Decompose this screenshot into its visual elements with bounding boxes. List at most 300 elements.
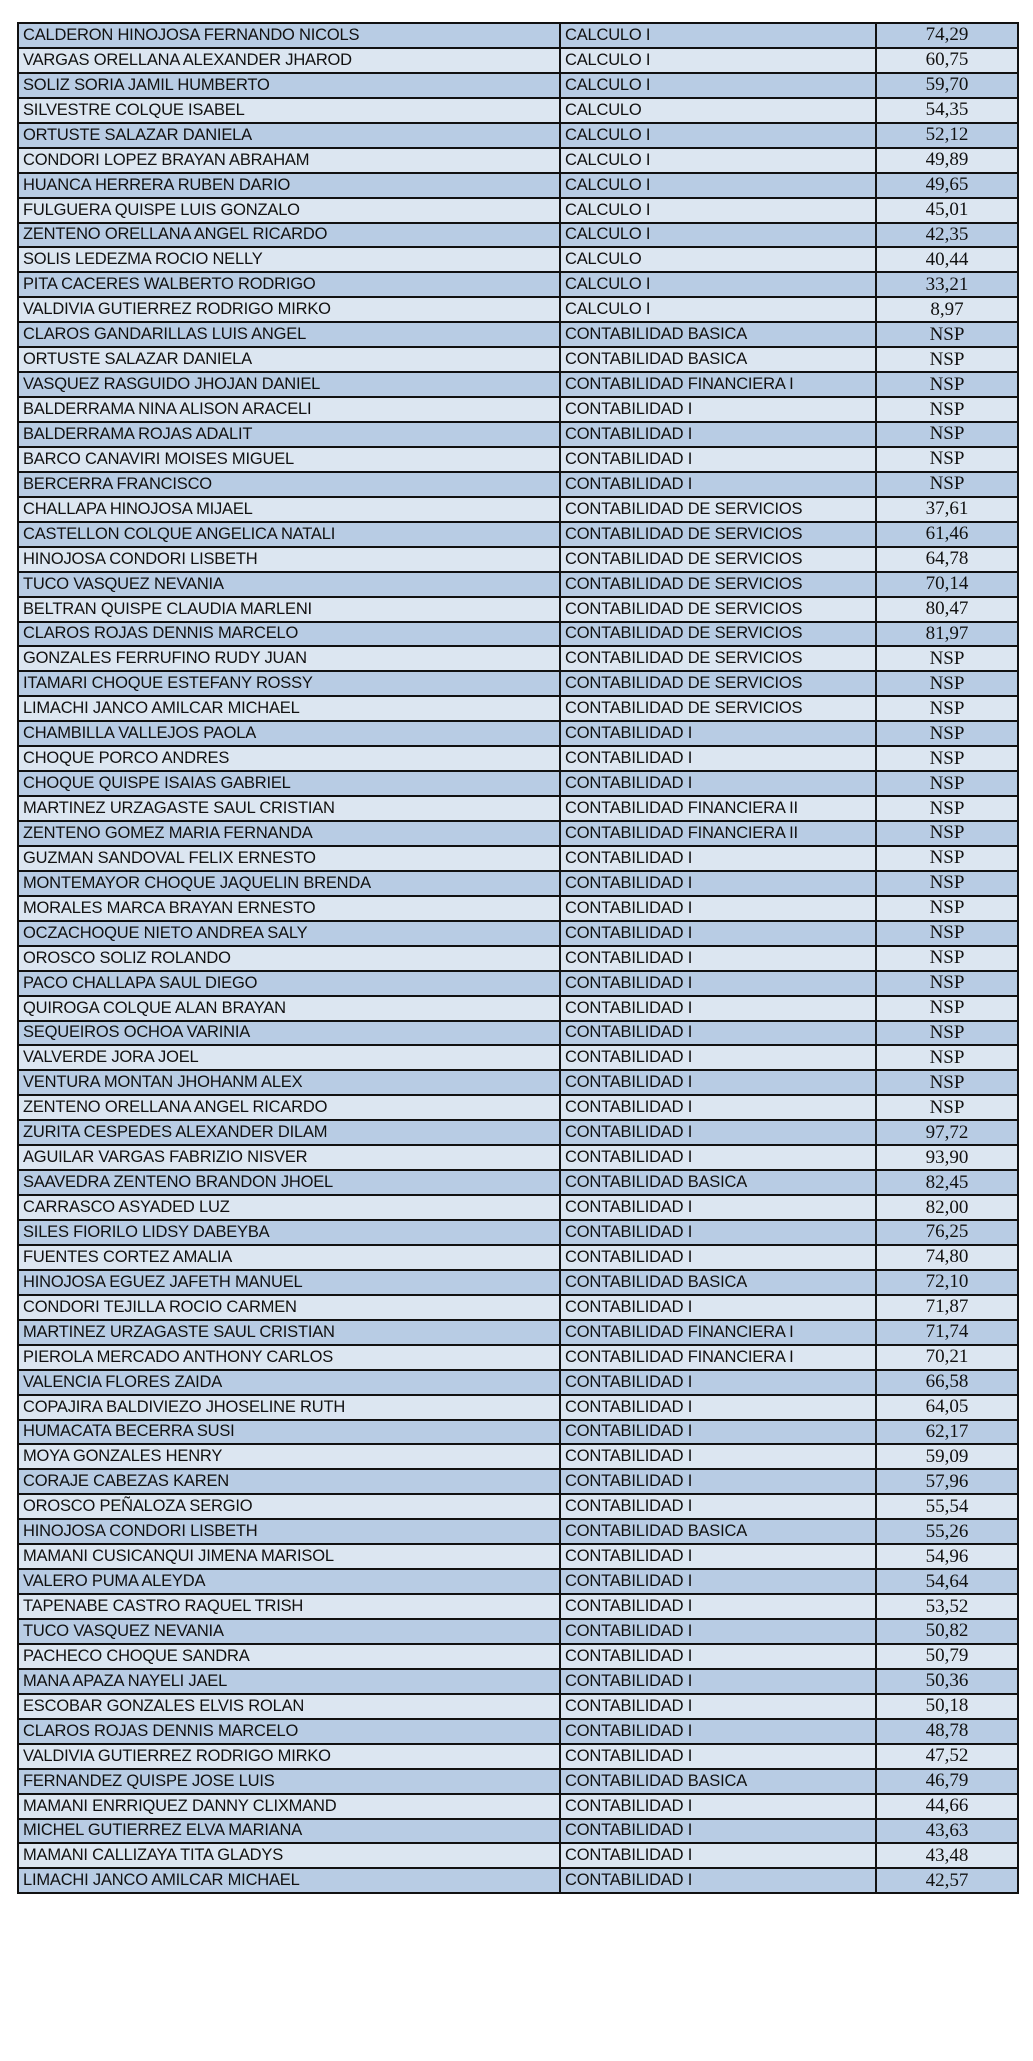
grade-cell: 44,66: [876, 1794, 1018, 1819]
table-row: [18, 846, 1018, 871]
table-row: [18, 1444, 1018, 1469]
table-row: [18, 522, 1018, 547]
subject-cell: CALCULO: [560, 247, 876, 272]
grade-cell: 76,25: [876, 1220, 1018, 1245]
table-row: [18, 1195, 1018, 1220]
student-name-cell: TUCO VASQUEZ NEVANIA: [18, 572, 560, 597]
table-row: [18, 422, 1018, 447]
subject-cell: CONTABILIDAD I: [560, 721, 876, 746]
subject-cell: CONTABILIDAD BASICA: [560, 322, 876, 347]
table-row: [18, 622, 1018, 647]
student-name-cell: MICHEL GUTIERREZ ELVA MARIANA: [18, 1819, 560, 1844]
table-row: [18, 547, 1018, 572]
subject-cell: CONTABILIDAD I: [560, 1095, 876, 1120]
grade-cell: NSP: [876, 1045, 1018, 1070]
grade-cell: 80,47: [876, 597, 1018, 622]
table-row: [18, 796, 1018, 821]
table-row: [18, 372, 1018, 397]
table-row: [18, 1744, 1018, 1769]
table-row: [18, 247, 1018, 272]
grade-cell: 60,75: [876, 48, 1018, 73]
student-name-cell: OROSCO SOLIZ ROLANDO: [18, 946, 560, 971]
grade-cell: 59,09: [876, 1444, 1018, 1469]
table-row: [18, 646, 1018, 671]
table-row: [18, 1270, 1018, 1295]
student-name-cell: OCZACHOQUE NIETO ANDREA SALY: [18, 921, 560, 946]
subject-cell: CALCULO I: [560, 23, 876, 48]
subject-cell: CONTABILIDAD I: [560, 946, 876, 971]
grade-cell: 74,29: [876, 23, 1018, 48]
grade-cell: 43,63: [876, 1819, 1018, 1844]
subject-cell: CONTABILIDAD DE SERVICIOS: [560, 572, 876, 597]
grade-cell: NSP: [876, 1021, 1018, 1046]
subject-cell: CONTABILIDAD I: [560, 1444, 876, 1469]
student-name-cell: MOYA GONZALES HENRY: [18, 1444, 560, 1469]
grade-cell: 70,14: [876, 572, 1018, 597]
subject-cell: CONTABILIDAD I: [560, 1719, 876, 1744]
table-row: [18, 347, 1018, 372]
student-name-cell: ITAMARI CHOQUE ESTEFANY ROSSY: [18, 671, 560, 696]
table-row: [18, 1170, 1018, 1195]
subject-cell: CALCULO I: [560, 123, 876, 148]
grade-cell: 46,79: [876, 1769, 1018, 1794]
table-row: [18, 272, 1018, 297]
student-name-cell: CHOQUE QUISPE ISAIAS GABRIEL: [18, 771, 560, 796]
subject-cell: CONTABILIDAD DE SERVICIOS: [560, 696, 876, 721]
student-name-cell: MONTEMAYOR CHOQUE JAQUELIN BRENDA: [18, 871, 560, 896]
subject-cell: CALCULO I: [560, 198, 876, 223]
student-name-cell: CALDERON HINOJOSA FERNANDO NICOLS: [18, 23, 560, 48]
grade-cell: NSP: [876, 422, 1018, 447]
grade-cell: 54,64: [876, 1569, 1018, 1594]
student-name-cell: VALDIVIA GUTIERREZ RODRIGO MIRKO: [18, 297, 560, 322]
subject-cell: CONTABILIDAD FINANCIERA II: [560, 796, 876, 821]
table-row: [18, 1619, 1018, 1644]
table-row: [18, 1320, 1018, 1345]
table-row: [18, 297, 1018, 322]
grade-cell: 97,72: [876, 1120, 1018, 1145]
grade-cell: 82,00: [876, 1195, 1018, 1220]
subject-cell: CONTABILIDAD I: [560, 1569, 876, 1594]
student-name-cell: COPAJIRA BALDIVIEZO JHOSELINE RUTH: [18, 1395, 560, 1420]
grade-cell: 81,97: [876, 622, 1018, 647]
subject-cell: CONTABILIDAD I: [560, 1794, 876, 1819]
student-name-cell: VALVERDE JORA JOEL: [18, 1045, 560, 1070]
student-name-cell: TUCO VASQUEZ NEVANIA: [18, 1619, 560, 1644]
grade-cell: NSP: [876, 696, 1018, 721]
student-name-cell: MARTINEZ URZAGASTE SAUL CRISTIAN: [18, 1320, 560, 1345]
table-row: [18, 322, 1018, 347]
subject-cell: CONTABILIDAD I: [560, 1245, 876, 1270]
grade-cell: 71,74: [876, 1320, 1018, 1345]
grade-cell: NSP: [876, 796, 1018, 821]
student-name-cell: GUZMAN SANDOVAL FELIX ERNESTO: [18, 846, 560, 871]
subject-cell: CONTABILIDAD I: [560, 871, 876, 896]
subject-cell: CONTABILIDAD I: [560, 1120, 876, 1145]
student-name-cell: CONDORI LOPEZ BRAYAN ABRAHAM: [18, 148, 560, 173]
student-name-cell: FUENTES CORTEZ AMALIA: [18, 1245, 560, 1270]
grade-cell: NSP: [876, 472, 1018, 497]
grade-cell: 70,21: [876, 1345, 1018, 1370]
student-name-cell: TAPENABE CASTRO RAQUEL TRISH: [18, 1594, 560, 1619]
student-name-cell: CLAROS ROJAS DENNIS MARCELO: [18, 1719, 560, 1744]
subject-cell: CONTABILIDAD DE SERVICIOS: [560, 671, 876, 696]
table-row: [18, 98, 1018, 123]
subject-cell: CONTABILIDAD I: [560, 921, 876, 946]
table-row: [18, 821, 1018, 846]
subject-cell: CONTABILIDAD I: [560, 1420, 876, 1445]
grade-cell: 57,96: [876, 1469, 1018, 1494]
student-name-cell: CHOQUE PORCO ANDRES: [18, 746, 560, 771]
table-row: [18, 971, 1018, 996]
subject-cell: CONTABILIDAD FINANCIERA II: [560, 821, 876, 846]
table-row: [18, 1295, 1018, 1320]
grade-cell: 71,87: [876, 1295, 1018, 1320]
grade-cell: NSP: [876, 921, 1018, 946]
subject-cell: CONTABILIDAD FINANCIERA I: [560, 372, 876, 397]
student-name-cell: PITA CACERES WALBERTO RODRIGO: [18, 272, 560, 297]
table-row: [18, 1395, 1018, 1420]
student-name-cell: ORTUSTE SALAZAR DANIELA: [18, 123, 560, 148]
subject-cell: CONTABILIDAD BASICA: [560, 1769, 876, 1794]
subject-cell: CONTABILIDAD I: [560, 1220, 876, 1245]
student-name-cell: BALDERRAMA NINA ALISON ARACELI: [18, 397, 560, 422]
grade-cell: 8,97: [876, 297, 1018, 322]
student-name-cell: HINOJOSA EGUEZ JAFETH MANUEL: [18, 1270, 560, 1295]
subject-cell: CONTABILIDAD DE SERVICIOS: [560, 646, 876, 671]
subject-cell: CONTABILIDAD I: [560, 746, 876, 771]
table-row: [18, 23, 1018, 48]
table-row: [18, 721, 1018, 746]
subject-cell: CALCULO I: [560, 272, 876, 297]
student-name-cell: QUIROGA COLQUE ALAN BRAYAN: [18, 996, 560, 1021]
table-row: [18, 1694, 1018, 1719]
subject-cell: CONTABILIDAD I: [560, 1494, 876, 1519]
subject-cell: CONTABILIDAD I: [560, 1644, 876, 1669]
grade-cell: NSP: [876, 721, 1018, 746]
table-row: [18, 1819, 1018, 1844]
table-row: [18, 1469, 1018, 1494]
table-row: [18, 572, 1018, 597]
student-name-cell: ORTUSTE SALAZAR DANIELA: [18, 347, 560, 372]
student-name-cell: HUANCA HERRERA RUBEN DARIO: [18, 173, 560, 198]
grade-cell: NSP: [876, 1095, 1018, 1120]
student-name-cell: SEQUEIROS OCHOA VARINIA: [18, 1021, 560, 1046]
table-row: [18, 946, 1018, 971]
subject-cell: CONTABILIDAD I: [560, 771, 876, 796]
grade-cell: NSP: [876, 646, 1018, 671]
student-name-cell: LIMACHI JANCO AMILCAR MICHAEL: [18, 1868, 560, 1893]
table-row: [18, 1021, 1018, 1046]
table-row: [18, 921, 1018, 946]
student-name-cell: VALDIVIA GUTIERREZ RODRIGO MIRKO: [18, 1744, 560, 1769]
student-name-cell: VASQUEZ RASGUIDO JHOJAN DANIEL: [18, 372, 560, 397]
grades-table: [17, 22, 1019, 1894]
student-name-cell: MORALES MARCA BRAYAN ERNESTO: [18, 896, 560, 921]
table-row: [18, 447, 1018, 472]
grade-cell: NSP: [876, 347, 1018, 372]
grade-cell: NSP: [876, 397, 1018, 422]
grade-cell: 53,52: [876, 1594, 1018, 1619]
student-name-cell: FULGUERA QUISPE LUIS GONZALO: [18, 198, 560, 223]
table-row: [18, 1070, 1018, 1095]
student-name-cell: BALDERRAMA ROJAS ADALIT: [18, 422, 560, 447]
grade-cell: 33,21: [876, 272, 1018, 297]
grade-cell: NSP: [876, 1070, 1018, 1095]
student-name-cell: BELTRAN QUISPE CLAUDIA MARLENI: [18, 597, 560, 622]
grade-cell: 93,90: [876, 1145, 1018, 1170]
grade-cell: 74,80: [876, 1245, 1018, 1270]
subject-cell: CONTABILIDAD BASICA: [560, 1270, 876, 1295]
subject-cell: CONTABILIDAD DE SERVICIOS: [560, 547, 876, 572]
table-row: [18, 1045, 1018, 1070]
student-name-cell: SILVESTRE COLQUE ISABEL: [18, 98, 560, 123]
grade-cell: 50,79: [876, 1644, 1018, 1669]
grade-cell: 52,12: [876, 123, 1018, 148]
grade-cell: NSP: [876, 946, 1018, 971]
table-row: [18, 1594, 1018, 1619]
subject-cell: CONTABILIDAD I: [560, 1370, 876, 1395]
grade-cell: NSP: [876, 771, 1018, 796]
grade-cell: NSP: [876, 447, 1018, 472]
grade-cell: 49,89: [876, 148, 1018, 173]
table-row: [18, 597, 1018, 622]
table-row: [18, 1719, 1018, 1744]
subject-cell: CONTABILIDAD I: [560, 1669, 876, 1694]
table-row: [18, 771, 1018, 796]
table-row: [18, 896, 1018, 921]
student-name-cell: CONDORI TEJILLA ROCIO CARMEN: [18, 1295, 560, 1320]
table-row: [18, 1868, 1018, 1893]
student-name-cell: CHALLAPA HINOJOSA MIJAEL: [18, 497, 560, 522]
subject-cell: CONTABILIDAD I: [560, 1070, 876, 1095]
grade-cell: NSP: [876, 896, 1018, 921]
grade-cell: 62,17: [876, 1420, 1018, 1445]
grade-cell: 37,61: [876, 497, 1018, 522]
grade-cell: 64,78: [876, 547, 1018, 572]
table-row: [18, 1095, 1018, 1120]
subject-cell: CONTABILIDAD I: [560, 447, 876, 472]
grade-cell: 64,05: [876, 1395, 1018, 1420]
table-row: [18, 148, 1018, 173]
subject-cell: CONTABILIDAD I: [560, 1045, 876, 1070]
grade-cell: 59,70: [876, 73, 1018, 98]
subject-cell: CONTABILIDAD I: [560, 846, 876, 871]
grade-cell: 42,35: [876, 223, 1018, 248]
subject-cell: CALCULO I: [560, 173, 876, 198]
grade-cell: NSP: [876, 996, 1018, 1021]
grade-cell: 66,58: [876, 1370, 1018, 1395]
subject-cell: CONTABILIDAD I: [560, 1694, 876, 1719]
table-row: [18, 1220, 1018, 1245]
student-name-cell: ZENTENO ORELLANA ANGEL RICARDO: [18, 1095, 560, 1120]
table-row: [18, 1769, 1018, 1794]
table-row: [18, 996, 1018, 1021]
grade-cell: 54,35: [876, 98, 1018, 123]
grade-cell: NSP: [876, 871, 1018, 896]
table-row: [18, 1345, 1018, 1370]
table-row: [18, 1145, 1018, 1170]
table-row: [18, 671, 1018, 696]
student-name-cell: SILES FIORILO LIDSY DABEYBA: [18, 1220, 560, 1245]
subject-cell: CALCULO I: [560, 73, 876, 98]
table-row: [18, 1519, 1018, 1544]
student-name-cell: PACO CHALLAPA SAUL DIEGO: [18, 971, 560, 996]
grade-cell: 50,18: [876, 1694, 1018, 1719]
subject-cell: CONTABILIDAD I: [560, 1295, 876, 1320]
table-row: [18, 173, 1018, 198]
grade-cell: 40,44: [876, 247, 1018, 272]
subject-cell: CONTABILIDAD I: [560, 1021, 876, 1046]
table-row: [18, 1569, 1018, 1594]
student-name-cell: HINOJOSA CONDORI LISBETH: [18, 547, 560, 572]
student-name-cell: ZENTENO ORELLANA ANGEL RICARDO: [18, 223, 560, 248]
table-row: [18, 73, 1018, 98]
subject-cell: CALCULO I: [560, 148, 876, 173]
subject-cell: CALCULO I: [560, 297, 876, 322]
subject-cell: CONTABILIDAD I: [560, 1195, 876, 1220]
table-row: [18, 472, 1018, 497]
student-name-cell: VENTURA MONTAN JHOHANM ALEX: [18, 1070, 560, 1095]
student-name-cell: VALENCIA FLORES ZAIDA: [18, 1370, 560, 1395]
grades-table-body: [18, 23, 1018, 1893]
table-row: [18, 1794, 1018, 1819]
student-name-cell: PACHECO CHOQUE SANDRA: [18, 1644, 560, 1669]
grade-cell: NSP: [876, 671, 1018, 696]
subject-cell: CONTABILIDAD I: [560, 1395, 876, 1420]
student-name-cell: CARRASCO ASYADED LUZ: [18, 1195, 560, 1220]
grade-cell: 72,10: [876, 1270, 1018, 1295]
student-name-cell: LIMACHI JANCO AMILCAR MICHAEL: [18, 696, 560, 721]
grade-cell: 61,46: [876, 522, 1018, 547]
table-row: [18, 1120, 1018, 1145]
subject-cell: CONTABILIDAD I: [560, 1469, 876, 1494]
table-row: [18, 223, 1018, 248]
subject-cell: CONTABILIDAD I: [560, 397, 876, 422]
student-name-cell: ESCOBAR GONZALES ELVIS ROLAN: [18, 1694, 560, 1719]
subject-cell: CONTABILIDAD BASICA: [560, 347, 876, 372]
table-row: [18, 1494, 1018, 1519]
grade-cell: 43,48: [876, 1843, 1018, 1868]
subject-cell: CONTABILIDAD I: [560, 1619, 876, 1644]
table-row: [18, 48, 1018, 73]
subject-cell: CONTABILIDAD I: [560, 1145, 876, 1170]
grade-cell: 55,54: [876, 1494, 1018, 1519]
subject-cell: CONTABILIDAD DE SERVICIOS: [560, 497, 876, 522]
student-name-cell: MAMANI CALLIZAYA TITA GLADYS: [18, 1843, 560, 1868]
student-name-cell: VARGAS ORELLANA ALEXANDER JHAROD: [18, 48, 560, 73]
student-name-cell: HUMACATA BECERRA SUSI: [18, 1420, 560, 1445]
table-row: [18, 1544, 1018, 1569]
grade-cell: 54,96: [876, 1544, 1018, 1569]
grade-cell: NSP: [876, 846, 1018, 871]
subject-cell: CONTABILIDAD I: [560, 996, 876, 1021]
table-row: [18, 1420, 1018, 1445]
student-name-cell: VALERO PUMA ALEYDA: [18, 1569, 560, 1594]
student-name-cell: HINOJOSA CONDORI LISBETH: [18, 1519, 560, 1544]
table-row: [18, 1669, 1018, 1694]
table-row: [18, 696, 1018, 721]
student-name-cell: PIEROLA MERCADO ANTHONY CARLOS: [18, 1345, 560, 1370]
student-name-cell: CORAJE CABEZAS KAREN: [18, 1469, 560, 1494]
subject-cell: CONTABILIDAD DE SERVICIOS: [560, 622, 876, 647]
table-row: [18, 1245, 1018, 1270]
student-name-cell: FERNANDEZ QUISPE JOSE LUIS: [18, 1769, 560, 1794]
table-row: [18, 1370, 1018, 1395]
student-name-cell: ZURITA CESPEDES ALEXANDER DILAM: [18, 1120, 560, 1145]
subject-cell: CONTABILIDAD I: [560, 1594, 876, 1619]
grade-cell: 45,01: [876, 198, 1018, 223]
student-name-cell: MAMANI CUSICANQUI JIMENA MARISOL: [18, 1544, 560, 1569]
table-row: [18, 397, 1018, 422]
student-name-cell: BERCERRA FRANCISCO: [18, 472, 560, 497]
student-name-cell: CHAMBILLA VALLEJOS PAOLA: [18, 721, 560, 746]
subject-cell: CONTABILIDAD I: [560, 1819, 876, 1844]
subject-cell: CONTABILIDAD I: [560, 1744, 876, 1769]
grade-cell: 47,52: [876, 1744, 1018, 1769]
grade-cell: NSP: [876, 372, 1018, 397]
student-name-cell: GONZALES FERRUFINO RUDY JUAN: [18, 646, 560, 671]
grade-cell: 55,26: [876, 1519, 1018, 1544]
subject-cell: CONTABILIDAD BASICA: [560, 1170, 876, 1195]
subject-cell: CONTABILIDAD I: [560, 896, 876, 921]
subject-cell: CONTABILIDAD I: [560, 971, 876, 996]
grade-cell: 50,82: [876, 1619, 1018, 1644]
table-row: [18, 746, 1018, 771]
student-name-cell: OROSCO PEÑALOZA SERGIO: [18, 1494, 560, 1519]
table-row: [18, 1644, 1018, 1669]
grade-cell: 50,36: [876, 1669, 1018, 1694]
subject-cell: CONTABILIDAD I: [560, 1868, 876, 1893]
student-name-cell: CASTELLON COLQUE ANGELICA NATALI: [18, 522, 560, 547]
table-row: [18, 198, 1018, 223]
grade-cell: 49,65: [876, 173, 1018, 198]
grade-cell: NSP: [876, 971, 1018, 996]
subject-cell: CONTABILIDAD I: [560, 1544, 876, 1569]
grade-cell: 42,57: [876, 1868, 1018, 1893]
grade-cell: NSP: [876, 322, 1018, 347]
subject-cell: CONTABILIDAD DE SERVICIOS: [560, 597, 876, 622]
student-name-cell: CLAROS ROJAS DENNIS MARCELO: [18, 622, 560, 647]
subject-cell: CALCULO I: [560, 223, 876, 248]
grade-cell: NSP: [876, 746, 1018, 771]
subject-cell: CONTABILIDAD FINANCIERA I: [560, 1345, 876, 1370]
subject-cell: CONTABILIDAD I: [560, 472, 876, 497]
student-name-cell: CLAROS GANDARILLAS LUIS ANGEL: [18, 322, 560, 347]
grade-cell: 82,45: [876, 1170, 1018, 1195]
subject-cell: CONTABILIDAD I: [560, 1843, 876, 1868]
student-name-cell: MARTINEZ URZAGASTE SAUL CRISTIAN: [18, 796, 560, 821]
student-name-cell: MAMANI ENRRIQUEZ DANNY CLIXMAND: [18, 1794, 560, 1819]
student-name-cell: SAAVEDRA ZENTENO BRANDON JHOEL: [18, 1170, 560, 1195]
subject-cell: CONTABILIDAD BASICA: [560, 1519, 876, 1544]
table-row: [18, 123, 1018, 148]
subject-cell: CALCULO: [560, 98, 876, 123]
subject-cell: CONTABILIDAD FINANCIERA I: [560, 1320, 876, 1345]
table-row: [18, 1843, 1018, 1868]
student-name-cell: MANA APAZA NAYELI JAEL: [18, 1669, 560, 1694]
student-name-cell: BARCO CANAVIRI MOISES MIGUEL: [18, 447, 560, 472]
grade-cell: 48,78: [876, 1719, 1018, 1744]
table-row: [18, 497, 1018, 522]
student-name-cell: SOLIS LEDEZMA ROCIO NELLY: [18, 247, 560, 272]
subject-cell: CONTABILIDAD DE SERVICIOS: [560, 522, 876, 547]
table-row: [18, 871, 1018, 896]
grade-cell: NSP: [876, 821, 1018, 846]
subject-cell: CALCULO I: [560, 48, 876, 73]
subject-cell: CONTABILIDAD I: [560, 422, 876, 447]
student-name-cell: SOLIZ SORIA JAMIL HUMBERTO: [18, 73, 560, 98]
